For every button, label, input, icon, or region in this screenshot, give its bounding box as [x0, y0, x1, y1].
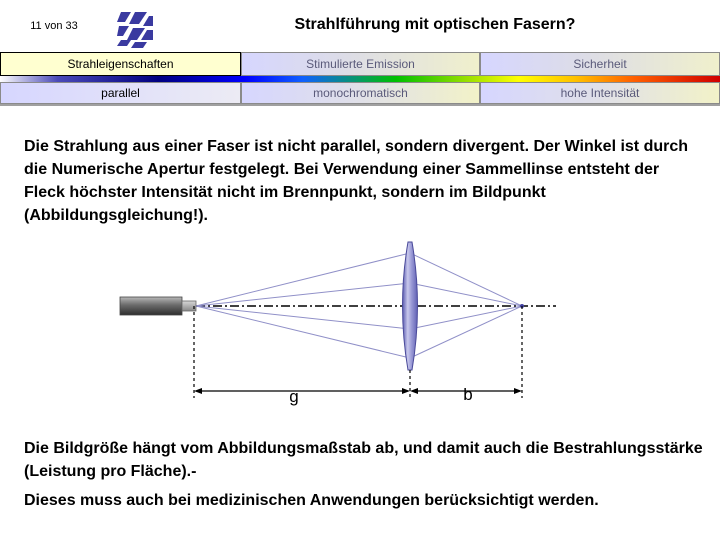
divider — [0, 104, 720, 106]
label-object-distance: g — [289, 387, 299, 406]
fiber — [120, 297, 182, 315]
nav-tab-hohe-intensitaet[interactable]: hohe Intensität — [480, 82, 720, 104]
slide-title: Strahlführung mit optischen Fasern? — [294, 16, 576, 33]
lens — [403, 242, 418, 370]
nav-tab-monochromatisch[interactable]: monochromatisch — [241, 82, 480, 104]
page-counter: 11 von 33 — [30, 20, 78, 32]
dimension-markers — [194, 306, 522, 398]
nav-tab-stimulierte-emission[interactable]: Stimulierte Emission — [241, 52, 480, 76]
paragraph-image-size: Die Bildgröße hängt vom Abbildungsmaßstab ab, und damit auch die Bestrahlungsstärke (Leistung pro Fläche).- — [24, 440, 703, 480]
nav-tab-sicherheit[interactable]: Sicherheit — [480, 52, 720, 76]
logo-icon — [117, 10, 153, 48]
nav-tab-parallel[interactable]: parallel — [0, 82, 241, 104]
optics-diagram — [0, 230, 720, 415]
label-image-distance: b — [463, 385, 473, 404]
paragraph-medical-note: Dieses muss auch bei medizinischen Anwendungen berücksichtigt werden. — [24, 492, 599, 509]
paragraph-intro: Die Strahlung aus einer Faser ist nicht parallel, sondern divergent. Der Winkel ist durch die Numerische Apertur festgelegt. Bei Verwendung einer Sammellinse entsteht der Fleck höchster Intensität nicht im Brennpunkt, sondern im Bildpunkt (Abbildungsgleichung!). — [24, 138, 689, 224]
nav-tab-strahleigenschaften[interactable]: Strahleigenschaften — [0, 52, 241, 76]
